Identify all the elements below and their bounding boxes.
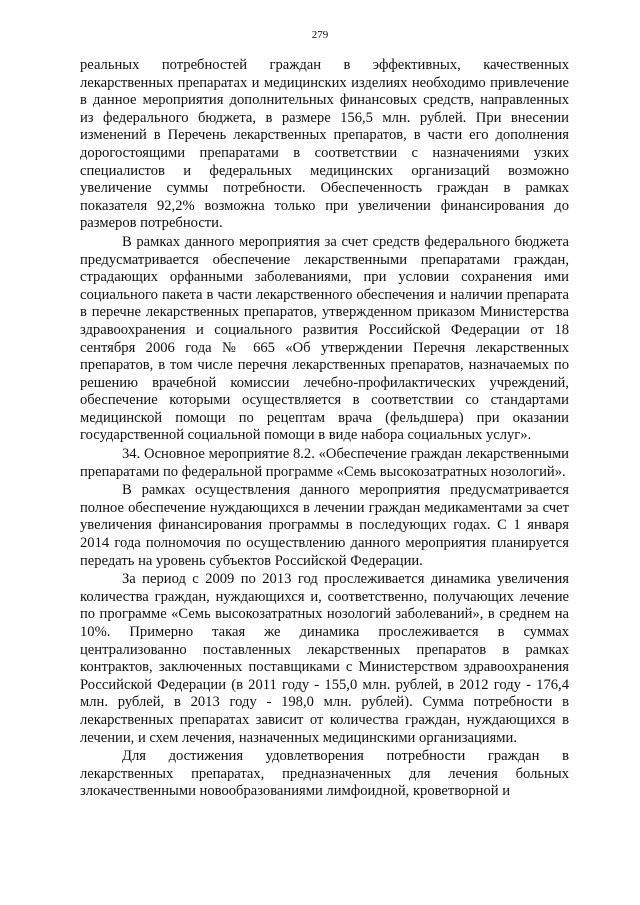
body-text: [80, 57, 569, 802]
paragraph-measure-heading: 34. Основное мероприятие 8.2. «Обеспечение граждан лекарственными препаратами по федеральной программе «Семь высокозатратных нозологий».: [80, 446, 569, 480]
paragraph-continuation: реальных потребностей граждан в эффективных, качественных лекарственных препаратах и медицинских изделиях необходимо привлечение в данное мероприятия дополнительных финансовых средств, направленных из федерального бюджета, в размере 156,5 млн. рублей. При внесении изменений в Перечень лекарственных препаратов, в части его дополнения дорогостоящими препаратами в соответствии с назначениями узких специалистов и федеральных медицинских организаций возможно увеличение суммы потребности. Обеспеченность граждан в рамках показателя 92,2% возможна только при увеличении финансирования до размеров потребности.: [80, 57, 569, 232]
page-number: 279: [311, 29, 329, 41]
paragraph-oncology-needs: Для достижения удовлетворения потребности граждан в лекарственных препаратах, предназначенных для лечения больных злокачественными новообразованиями лимфоидной, кроветворной и: [80, 748, 569, 800]
paragraph-measure-scope: В рамках осуществления данного мероприятия предусматривается полное обеспечение нуждающихся в лечении граждан медикаментами за счет увеличения финансирования программы в последующих годах. С 1 января 2014 года полномочия по осуществлению данного мероприятия планируется передать на уровень субъектов Российской Федерации.: [80, 482, 569, 569]
paragraph-orphan-diseases: В рамках данного мероприятия за счет средств федерального бюджета предусматривается обеспечение лекарственными препаратами граждан, страдающих орфанными заболеваниями, при условии сохранения ими социального пакета в части лекарственного обеспечения и наличии препарата в перечне лекарственных препаратов, утвержденном приказом Министерства здравоохранения и социального развития Российской Федерации от 18 сентября 2006 года № 665 «Об утверждении Перечня лекарственных препаратов, в том числе перечня лекарственных препаратов, назначаемых по решению врачебной комиссии лечебно-профилактических учреждений, обеспечение которыми осуществляется в соответствии со стандартами медицинской помощи по рецептам врача (фельдшера) при оказании государственной социальной помощи в виде набора социальных услуг».: [80, 233, 569, 444]
paragraph-dynamics: За период с 2009 по 2013 год прослеживается динамика увеличения количества граждан, нуждающихся и, соответственно, получающих лечение по программе «Семь высокозатратных нозологий заболеваний», в среднем на 10%. Примерно такая же динамика прослеживается в суммах централизованно поставленных лекарственных препаратов в рамках контрактов, заключенных поставщиками с Министерством здравоохранения Российской Федерации (в 2011 году - 155,0 млн. рублей, в 2012 году - 176,4 млн. рублей, в 2013 году - 198,0 млн. рублей). Сумма потребности в лекарственных препаратах зависит от количества граждан, нуждающихся в лечении, и схем лечения, назначенных медицинскими организациями.: [80, 571, 569, 746]
